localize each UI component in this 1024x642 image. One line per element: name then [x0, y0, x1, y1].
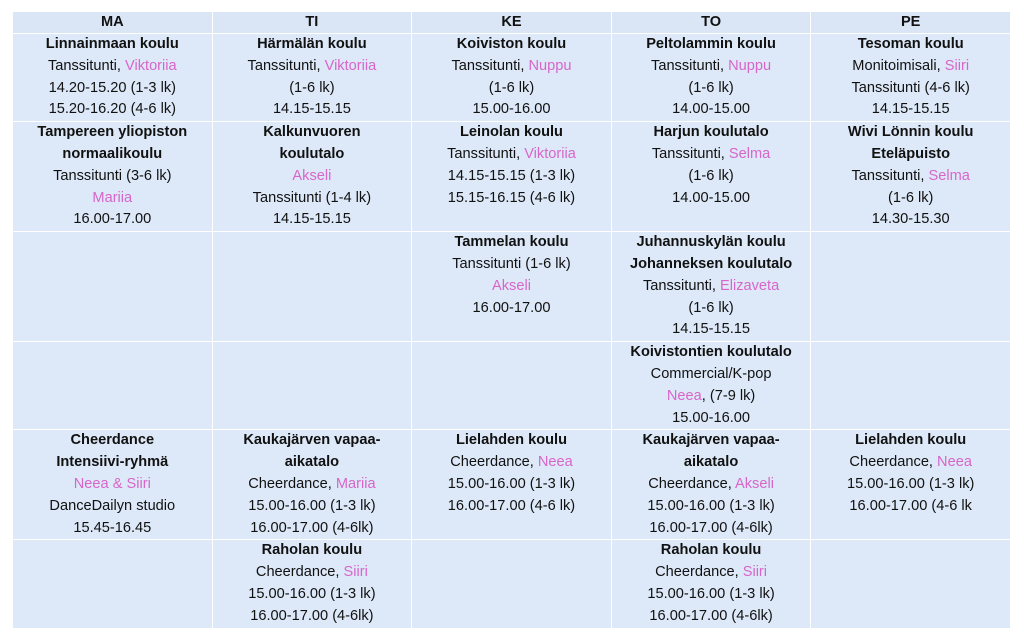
schedule-cell-ma — [13, 122, 213, 232]
class-info-line — [614, 298, 809, 320]
schedule-cell-ti — [212, 232, 412, 342]
class-info-text: Cheerdance, — [655, 564, 743, 581]
class-info-text: Tanssitunti, — [651, 57, 729, 74]
class-info-line — [813, 56, 1008, 78]
class-info-line — [414, 276, 609, 298]
class-info-text: (1-6 lk) — [289, 79, 335, 96]
class-info-line — [15, 518, 210, 540]
instructor-name: Akseli — [735, 475, 774, 492]
class-info-text: Tanssitunti, — [451, 57, 529, 74]
class-info-line — [614, 408, 809, 430]
class-info-text: Tanssitunti, — [642, 277, 720, 294]
schedule-cell-ke — [412, 232, 612, 342]
class-info-line — [614, 496, 809, 518]
instructor-name: Selma — [728, 145, 771, 162]
schedule-cell-ti — [212, 34, 412, 122]
class-info-text: Tanssitunti (1-4 lk) — [252, 189, 372, 206]
class-info-line — [15, 474, 210, 496]
class-info-line — [614, 144, 809, 166]
schedule-cell-pe — [811, 122, 1011, 232]
school-name: Cheerdance — [70, 432, 155, 449]
schedule-row — [13, 34, 1011, 122]
schedule-cell-ke — [412, 342, 612, 430]
schedule-cell-ke — [412, 34, 612, 122]
school-name: Koivistontien koulutalo — [630, 344, 792, 361]
schedule-cell-to — [611, 540, 811, 628]
class-info-line — [15, 56, 210, 78]
class-info-line — [215, 518, 410, 540]
class-info-text: 15.00-16.00 (1-3 lk) — [248, 585, 376, 602]
class-info-text: 15.00-16.00 (1-3 lk) — [248, 497, 376, 514]
class-info-text: 15.15-16.15 (4-6 lk) — [447, 189, 576, 206]
class-info-line — [813, 452, 1008, 474]
class-info-line — [813, 99, 1008, 121]
school-name: Leinolan koulu — [460, 124, 563, 141]
class-info-line — [215, 78, 410, 100]
schedule-cell-to — [611, 122, 811, 232]
class-info-line — [215, 562, 410, 584]
class-info-line — [215, 209, 410, 231]
class-info-line — [414, 99, 609, 121]
class-info-line — [614, 606, 809, 628]
class-info-line — [414, 474, 609, 496]
schedule-row — [13, 540, 1011, 628]
school-name: Kalkunvuoren — [263, 124, 361, 141]
school-name: Tammelan koulu — [454, 234, 569, 251]
class-info-text: 14.15-15.15 — [272, 211, 351, 228]
class-info-line — [414, 452, 609, 474]
instructor-name: Siiri — [343, 564, 368, 581]
class-info-line — [15, 99, 210, 121]
class-info-line — [414, 298, 609, 320]
schedule-cell-ti — [212, 122, 412, 232]
schedule-cell-pe — [811, 342, 1011, 430]
schedule-cell-to — [611, 34, 811, 122]
schedule-cell-ke — [412, 540, 612, 628]
class-info-text: 16.00-17.00 — [472, 299, 551, 316]
school-name: Koiviston koulu — [456, 36, 567, 52]
school-name: Juhannuskylän koulu — [636, 234, 786, 251]
class-info-line — [215, 606, 410, 628]
class-info-line — [414, 254, 609, 276]
class-info-text: (1-6 lk) — [688, 299, 734, 316]
schedule-cell-to — [611, 430, 811, 540]
class-info-text: Tanssitunti, — [47, 57, 125, 74]
class-info-line — [614, 562, 809, 584]
class-info-line — [215, 188, 410, 210]
class-info-text: 14.15-15.15 — [871, 101, 950, 118]
school-name: Kaukajärven vapaa- — [642, 432, 780, 449]
class-info-text: 16.00-17.00 (4-6 lk) — [447, 497, 576, 514]
instructor-name: Neea — [937, 454, 972, 471]
class-info-line — [414, 78, 609, 100]
instructor-name: Viktoriia — [524, 145, 576, 162]
header-ti: TI — [212, 12, 412, 34]
school-name: Peltolammin koulu — [646, 36, 776, 52]
school-name: aikatalo — [683, 454, 739, 471]
class-info-line — [813, 474, 1008, 496]
header-ke: KE — [412, 12, 612, 34]
instructor-name: Neea & Siiri — [73, 475, 151, 492]
school-name: Wivi Lönnin koulu — [847, 124, 974, 141]
class-info-text: (1-6 lk) — [688, 167, 734, 184]
class-info-line — [813, 188, 1008, 210]
instructor-name: Nuppu — [728, 57, 772, 74]
class-info-line — [15, 496, 210, 518]
schedule-cell-ti — [212, 540, 412, 628]
schedule-body — [13, 34, 1011, 629]
class-info-line — [215, 56, 410, 78]
class-info-text: Cheerdance, — [450, 454, 538, 471]
class-info-line — [614, 99, 809, 121]
class-info-text: (1-6 lk) — [887, 189, 934, 206]
school-name: normaalikoulu — [62, 145, 163, 162]
class-info-text: 15.45-16.45 — [73, 519, 152, 536]
header-to: TO — [611, 12, 811, 34]
school-name: Kaukajärven vapaa- — [243, 432, 381, 449]
class-info-text: Cheerdance, — [248, 475, 336, 492]
schedule-row — [13, 430, 1011, 540]
class-info-line — [813, 78, 1008, 100]
school-name: Intensiivi-ryhmä — [56, 454, 169, 471]
schedule-cell-ma — [13, 430, 213, 540]
class-info-line — [414, 144, 609, 166]
class-info-line — [15, 188, 210, 210]
class-info-text: 15.00-16.00 — [472, 101, 551, 118]
class-info-text: , (7-9 lk) — [701, 387, 756, 404]
class-info-text: Tanssitunti, — [447, 145, 525, 162]
instructor-name: Akseli — [292, 167, 332, 184]
schedule-row — [13, 122, 1011, 232]
schedule-table — [12, 11, 1011, 629]
class-info-text: 14.20-15.20 (1-3 lk) — [48, 79, 176, 96]
class-info-line — [414, 496, 609, 518]
schedule-row — [13, 232, 1011, 342]
class-info-line — [15, 78, 210, 100]
class-info-text: Tanssitunti (4-6 lk) — [851, 79, 970, 96]
class-info-line — [614, 474, 809, 496]
schedule-cell-to — [611, 342, 811, 430]
class-info-text: 14.00-15.00 — [672, 101, 751, 118]
class-info-line — [813, 166, 1008, 188]
school-name: Johanneksen koulutalo — [629, 255, 793, 272]
schedule-cell-ma — [13, 342, 213, 430]
school-name: Härmälän koulu — [257, 36, 367, 52]
schedule-cell-ma — [13, 540, 213, 628]
school-name: Eteläpuisto — [871, 145, 951, 162]
instructor-name: Siiri — [742, 564, 768, 581]
class-info-text: 14.15-15.15 (1-3 lk) — [447, 167, 576, 184]
school-name: Raholan koulu — [660, 542, 762, 559]
class-info-text: Cheerdance, — [648, 475, 736, 492]
class-info-text: DanceDailyn studio — [49, 497, 176, 514]
class-info-line — [614, 78, 809, 100]
schedule-cell-to — [611, 232, 811, 342]
school-name: Lielahden koulu — [855, 432, 967, 449]
school-name: Lielahden koulu — [455, 432, 568, 449]
class-info-text: 16.00-17.00 (4-6 lk — [849, 497, 972, 514]
class-info-text: 16.00-17.00 (4-6lk) — [250, 607, 374, 624]
schedule-cell-pe — [811, 232, 1011, 342]
class-info-line — [614, 188, 809, 210]
class-info-text: 16.00-17.00 (4-6lk) — [250, 519, 374, 536]
class-info-line — [813, 209, 1008, 231]
class-info-line — [414, 188, 609, 210]
instructor-name: Viktoriia — [324, 57, 377, 74]
schedule-cell-pe — [811, 430, 1011, 540]
school-name: aikatalo — [284, 454, 340, 471]
schedule-cell-ti — [212, 342, 412, 430]
class-info-line — [614, 386, 809, 408]
schedule-cell-ma — [13, 232, 213, 342]
school-name: Linnainmaan koulu — [45, 36, 179, 52]
class-info-text: Tanssitunti, — [651, 145, 729, 162]
class-info-line — [614, 584, 809, 606]
instructor-name: Viktoriia — [125, 57, 177, 74]
class-info-text: Cheerdance, — [255, 564, 344, 581]
class-info-text: Tanssitunti (3-6 lk) — [53, 167, 172, 184]
class-info-line — [215, 166, 410, 188]
class-info-line — [215, 474, 410, 496]
class-info-text: Monitoimisali, — [852, 57, 945, 74]
class-info-text: 16.00-17.00 (4-6lk) — [649, 607, 773, 624]
class-info-line — [813, 496, 1008, 518]
class-info-line — [215, 496, 410, 518]
class-info-line — [15, 166, 210, 188]
header-pe: PE — [811, 12, 1011, 34]
class-info-line — [15, 209, 210, 231]
class-info-text: 15.00-16.00 (1-3 lk) — [647, 497, 775, 514]
class-info-text: 15.20-16.20 (4-6 lk) — [48, 101, 176, 118]
class-info-line — [614, 319, 809, 341]
school-name: Raholan koulu — [261, 542, 363, 559]
schedule-cell-ti — [212, 430, 412, 540]
instructor-name: Neea — [537, 454, 573, 471]
school-name: Tampereen yliopiston — [37, 124, 188, 141]
class-info-text: 15.00-16.00 (1-3 lk) — [847, 475, 975, 492]
class-info-text: Commercial/K-pop — [650, 365, 772, 382]
class-info-text: 14.00-15.00 — [672, 189, 751, 206]
school-name: koulutalo — [279, 145, 345, 162]
class-info-text: Tanssitunti, — [247, 57, 325, 74]
school-name: Harjun koulutalo — [653, 124, 769, 141]
class-info-text: 15.00-16.00 — [672, 409, 751, 426]
class-info-text: 16.00-17.00 (4-6lk) — [649, 519, 773, 536]
class-info-text: (1-6 lk) — [488, 79, 535, 96]
class-info-line — [414, 56, 609, 78]
instructor-name: Nuppu — [528, 57, 572, 74]
instructor-name: Mariia — [92, 189, 133, 206]
instructor-name: Elizaveta — [720, 277, 780, 294]
schedule-cell-ke — [412, 430, 612, 540]
class-info-text: Cheerdance, — [849, 454, 938, 471]
schedule-cell-ma — [13, 34, 213, 122]
class-info-line — [215, 99, 410, 121]
school-name: Tesoman koulu — [857, 36, 964, 52]
instructor-name: Siiri — [944, 57, 970, 74]
class-info-line — [614, 518, 809, 540]
class-info-text: 15.00-16.00 (1-3 lk) — [647, 585, 775, 602]
schedule-cell-pe — [811, 34, 1011, 122]
class-info-line — [614, 56, 809, 78]
class-info-line — [414, 166, 609, 188]
schedule-cell-pe — [811, 540, 1011, 628]
header-ma: MA — [13, 12, 213, 34]
class-info-line — [215, 584, 410, 606]
class-info-text: 16.00-17.00 — [73, 211, 152, 228]
schedule-cell-ke — [412, 122, 612, 232]
class-info-line — [614, 364, 809, 386]
class-info-text: 14.15-15.15 — [672, 321, 751, 338]
class-info-text: 15.00-16.00 (1-3 lk) — [447, 475, 576, 492]
class-info-text: (1-6 lk) — [688, 79, 734, 96]
class-info-text: Tanssitunti, — [851, 167, 929, 184]
class-info-text: Tanssitunti (1-6 lk) — [452, 255, 571, 272]
header-row — [13, 12, 1011, 34]
class-info-text: 14.30-15.30 — [871, 211, 950, 228]
schedule-row — [13, 342, 1011, 430]
class-info-text: 14.15-15.15 — [272, 101, 351, 118]
instructor-name: Selma — [928, 167, 970, 184]
class-info-line — [614, 276, 809, 298]
instructor-name: Akseli — [492, 277, 531, 294]
instructor-name: Mariia — [335, 475, 376, 492]
instructor-name: Neea — [666, 387, 702, 404]
class-info-line — [614, 166, 809, 188]
